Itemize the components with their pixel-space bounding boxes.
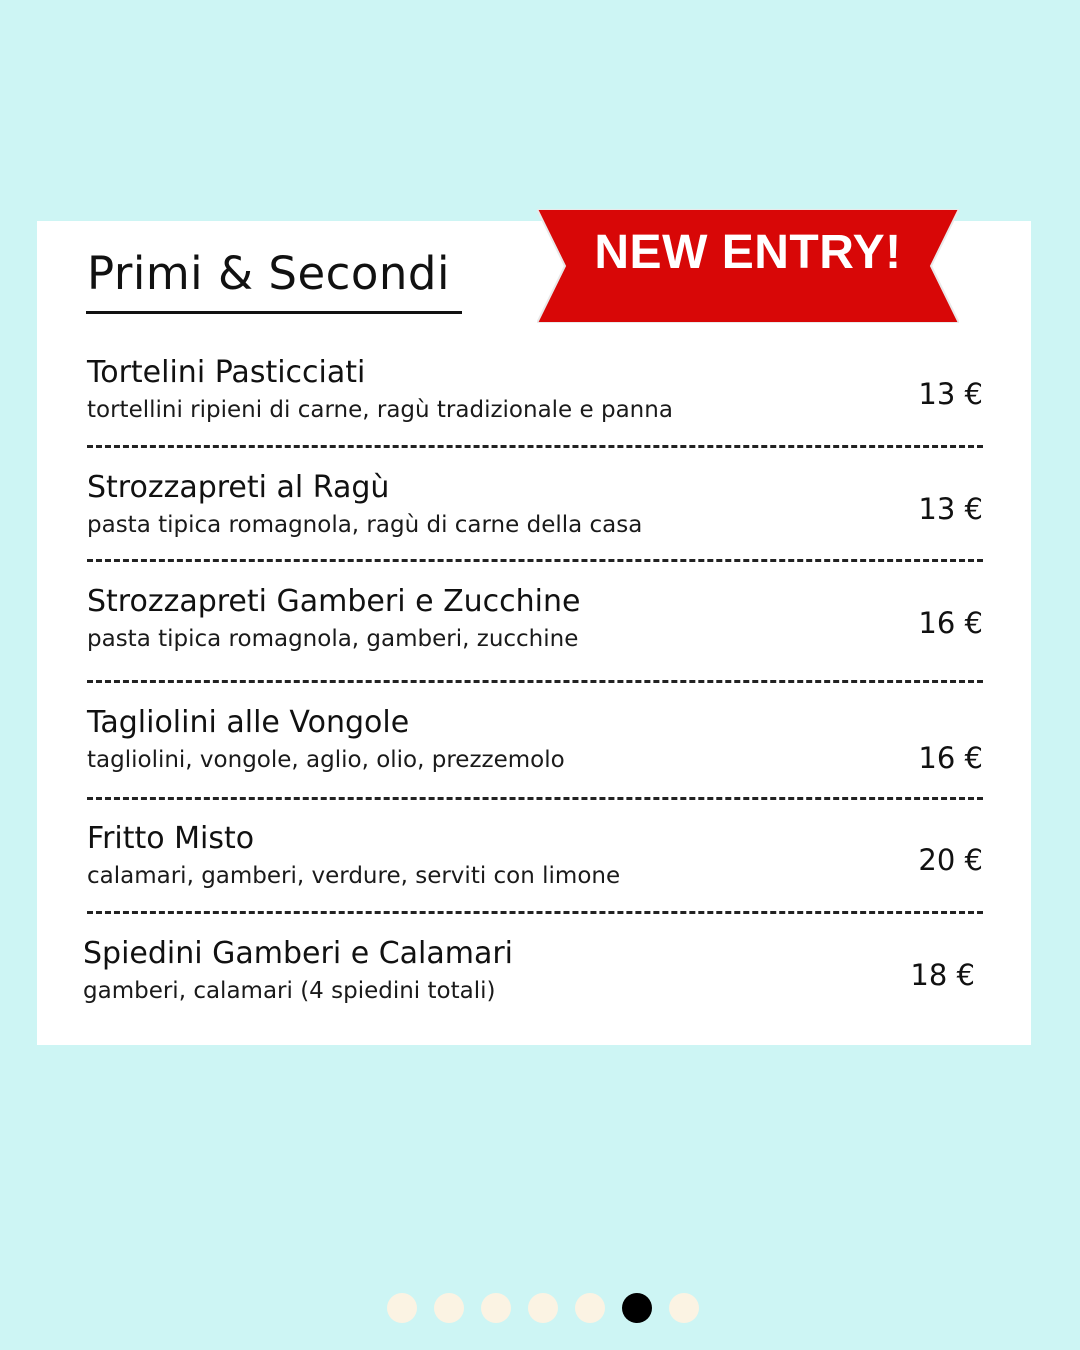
dish-price: 13 € bbox=[918, 492, 983, 526]
page-dot-active[interactable] bbox=[622, 1293, 652, 1323]
page-dot[interactable] bbox=[481, 1293, 511, 1323]
dish-price: 13 € bbox=[918, 377, 983, 411]
dashed-divider bbox=[87, 797, 983, 800]
dish-description: calamari, gamberi, verdure, serviti con limone bbox=[87, 863, 621, 889]
dish-description: tagliolini, vongole, aglio, olio, prezzemolo bbox=[87, 747, 565, 773]
page-dot[interactable] bbox=[387, 1293, 417, 1323]
dish-price: 20 € bbox=[918, 843, 983, 877]
menu-card bbox=[37, 221, 1031, 1045]
dish-description: tortellini ripieni di carne, ragù tradizionale e panna bbox=[87, 397, 673, 423]
dish-description: pasta tipica romagnola, ragù di carne della casa bbox=[87, 512, 643, 538]
section-title: Primi & Secondi bbox=[87, 247, 450, 300]
dish-description: gamberi, calamari (4 spiedini totali) bbox=[83, 978, 496, 1004]
dish-name: Strozzapreti Gamberi e Zucchine bbox=[87, 584, 581, 619]
menu-item bbox=[87, 822, 983, 890]
menu-item bbox=[87, 585, 983, 653]
dish-name: Spiedini Gamberi e Calamari bbox=[83, 936, 514, 971]
dish-price: 16 € bbox=[918, 741, 983, 775]
menu-item bbox=[83, 937, 979, 1005]
dish-name: Tortelini Pasticciati bbox=[87, 355, 366, 390]
menu-item bbox=[87, 706, 983, 774]
dish-name: Tagliolini alle Vongole bbox=[87, 705, 410, 740]
dish-name: Strozzapreti al Ragù bbox=[87, 470, 390, 505]
carousel-pagination bbox=[387, 1293, 707, 1323]
page-dot[interactable] bbox=[669, 1293, 699, 1323]
menu-item bbox=[87, 471, 983, 539]
new-entry-label: NEW ENTRY! bbox=[594, 226, 902, 279]
page-dot[interactable] bbox=[575, 1293, 605, 1323]
page-dot[interactable] bbox=[528, 1293, 558, 1323]
new-entry-ribbon bbox=[537, 209, 959, 323]
dish-name: Fritto Misto bbox=[87, 821, 255, 856]
dish-description: pasta tipica romagnola, gamberi, zucchine bbox=[87, 626, 579, 652]
title-underline bbox=[86, 311, 462, 314]
dashed-divider bbox=[87, 559, 983, 562]
page-dot[interactable] bbox=[434, 1293, 464, 1323]
dashed-divider bbox=[87, 680, 983, 683]
menu-item bbox=[87, 356, 983, 424]
dashed-divider bbox=[87, 911, 983, 914]
dish-price: 16 € bbox=[918, 606, 983, 640]
dashed-divider bbox=[87, 445, 983, 448]
dish-price: 18 € bbox=[910, 958, 975, 992]
